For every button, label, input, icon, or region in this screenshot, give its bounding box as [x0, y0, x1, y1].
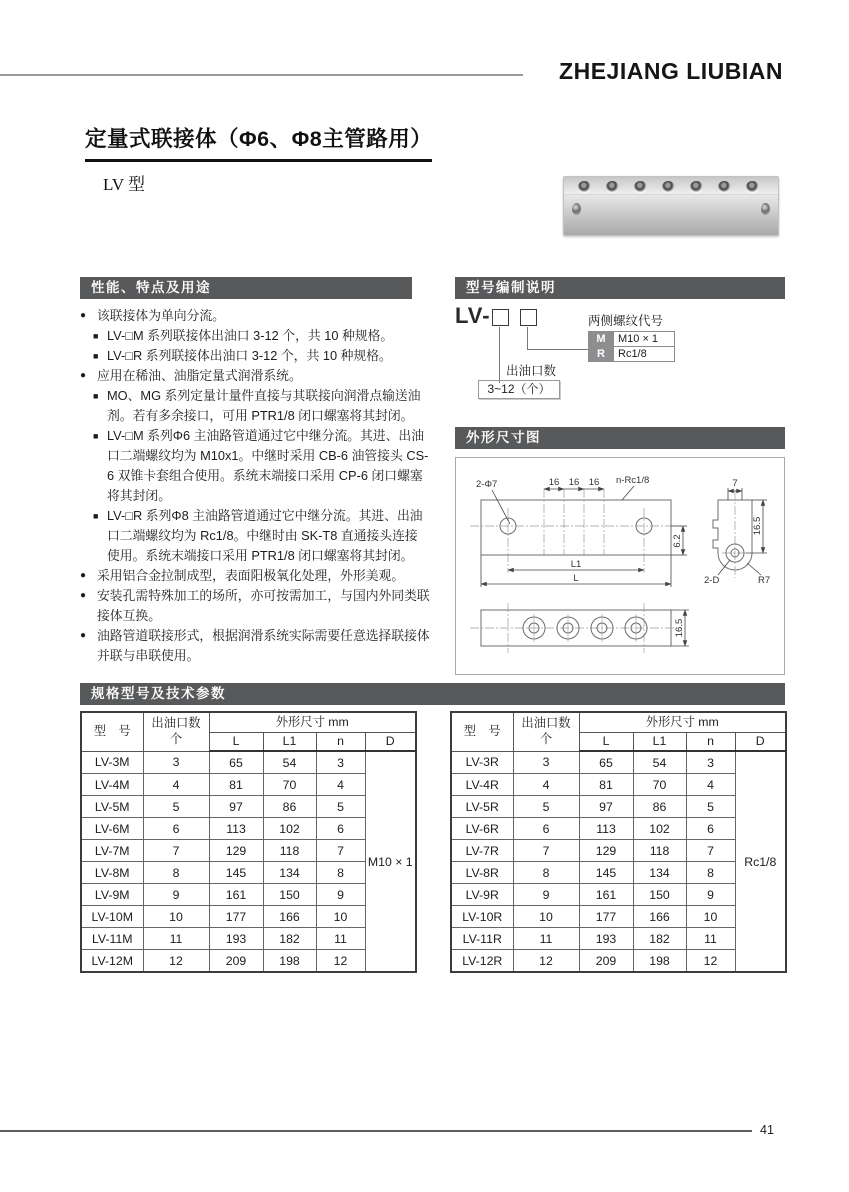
series-label: LV 型 — [103, 175, 146, 194]
cell-ports: 4 — [513, 774, 579, 796]
feature-subitem — [93, 346, 430, 366]
cell-l: 177 — [209, 906, 263, 928]
feature-text: 该联接体为单向分流。 — [97, 308, 225, 323]
thread-value: M10 × 1 — [614, 332, 675, 347]
square-bullet-icon: ■ — [93, 431, 99, 441]
cell-n: 5 — [686, 796, 735, 818]
cell-ports: 12 — [143, 950, 209, 973]
spec-table-r-series — [450, 711, 787, 973]
col-header-l1: L1 — [263, 733, 316, 752]
cell-model: LV-10R — [451, 906, 513, 928]
dim-pitch-2: 16 — [568, 477, 580, 488]
dot-bullet-icon: ● — [80, 590, 87, 601]
feature-subitem — [93, 386, 430, 426]
cell-l1: 166 — [633, 906, 686, 928]
cell-l1: 118 — [263, 840, 316, 862]
cell-l: 145 — [579, 862, 633, 884]
cell-ports: 7 — [143, 840, 209, 862]
connector-line — [527, 327, 528, 350]
cell-ports: 10 — [143, 906, 209, 928]
cell-model: LV-9R — [451, 884, 513, 906]
square-bullet-icon: ■ — [93, 511, 99, 521]
cell-ports: 12 — [513, 950, 579, 973]
cell-l: 97 — [209, 796, 263, 818]
dot-bullet-icon: ● — [80, 570, 87, 581]
col-header-model: 型 号 — [451, 712, 513, 751]
col-header-n: n — [686, 733, 735, 752]
cell-n: 3 — [316, 751, 365, 774]
cell-model: LV-7M — [81, 840, 143, 862]
ports-range-box: 3~12（个） — [478, 380, 560, 399]
page-number: 41 — [760, 1123, 774, 1137]
port-hole — [690, 181, 703, 192]
feature-text: LV-□M 系列Φ6 主油路管道通过它中继分流。其进、出油口二端螺纹均为 M10x1。中继时采用 CB-6 油管接头 CS-6 双锥卡套组合使用。系统末端接口采用 CP-6 闭口螺塞将其封闭。 — [107, 428, 429, 503]
cell-ports: 8 — [143, 862, 209, 884]
dimension-drawing — [455, 457, 785, 675]
cell-n: 8 — [316, 862, 365, 884]
cell-n: 10 — [686, 906, 735, 928]
cell-n: 12 — [316, 950, 365, 973]
feature-text: LV-□R 系列Φ8 主油路管道通过它中继分流。其进、出油口二端螺纹均为 Rc1/8。中继时由 SK-T8 直通接头连接使用。系统末端接口采用 PTR1/8 闭口螺塞将其封闭。 — [107, 508, 423, 563]
dot-bullet-icon: ● — [80, 370, 87, 381]
cell-l1: 198 — [633, 950, 686, 973]
cell-l1: 134 — [263, 862, 316, 884]
feature-item — [80, 366, 430, 386]
cell-model: LV-12R — [451, 950, 513, 973]
cell-l1: 182 — [263, 928, 316, 950]
dim-pitch-1: 16 — [548, 477, 560, 488]
dot-bullet-icon: ● — [80, 630, 87, 641]
cell-ports: 11 — [143, 928, 209, 950]
thread-value: Rc1/8 — [614, 347, 675, 362]
feature-subitem — [93, 426, 430, 506]
cell-ports: 10 — [513, 906, 579, 928]
table-row — [81, 751, 416, 774]
cell-model: LV-12M — [81, 950, 143, 973]
footer-rule — [0, 1130, 752, 1132]
feature-item — [80, 626, 430, 666]
cell-model: LV-6M — [81, 818, 143, 840]
cell-n: 5 — [316, 796, 365, 818]
cell-model: LV-6R — [451, 818, 513, 840]
cell-l: 209 — [209, 950, 263, 973]
port-hole — [718, 181, 731, 192]
cell-n: 10 — [316, 906, 365, 928]
cell-model: LV-5M — [81, 796, 143, 818]
port-hole — [578, 181, 591, 192]
cell-l: 161 — [579, 884, 633, 906]
cell-n: 11 — [316, 928, 365, 950]
feature-text: 采用铝合金拉制成型，表面阳极氧化处理，外形美观。 — [97, 568, 405, 583]
cell-ports: 9 — [513, 884, 579, 906]
cell-ports: 7 — [513, 840, 579, 862]
cell-l: 193 — [209, 928, 263, 950]
page-title: 定量式联接体（Φ6、Φ8主管路用） — [85, 122, 432, 162]
feature-subitem — [93, 326, 430, 346]
col-header-l: L — [579, 733, 633, 752]
cell-n: 3 — [686, 751, 735, 774]
cell-n: 12 — [686, 950, 735, 973]
cell-l: 129 — [579, 840, 633, 862]
cell-l1: 182 — [633, 928, 686, 950]
col-header-dims-group: 外形尺寸 mm — [579, 712, 786, 733]
section-header-specs: 规格型号及技术参数 — [80, 683, 785, 705]
table-row — [589, 347, 675, 362]
cell-l: 145 — [209, 862, 263, 884]
cell-model: LV-4R — [451, 774, 513, 796]
section-header-dimensions: 外形尺寸图 — [455, 427, 785, 449]
cell-model: LV-11R — [451, 928, 513, 950]
col-header-l1: L1 — [633, 733, 686, 752]
port-hole — [634, 181, 647, 192]
dim-thread-label: n-Rc1/8 — [616, 475, 650, 486]
thread-code-table — [588, 331, 675, 362]
cell-n: 9 — [316, 884, 365, 906]
connector-line — [527, 349, 588, 350]
table-row — [451, 751, 786, 774]
feature-item — [80, 306, 430, 326]
brand-name: ZHEJIANG LIUBIAN — [559, 58, 783, 84]
header-rule — [0, 74, 523, 76]
feature-text: 应用在稀油、油脂定量式润滑系统。 — [97, 368, 302, 383]
dim-offset: 6.2 — [672, 534, 683, 548]
cell-l: 65 — [209, 751, 263, 774]
col-header-d: D — [735, 733, 786, 752]
cell-ports: 9 — [143, 884, 209, 906]
cell-l1: 118 — [633, 840, 686, 862]
table-header-row — [81, 712, 416, 733]
cell-l1: 70 — [263, 774, 316, 796]
cell-l1: 150 — [263, 884, 316, 906]
col-header-dims-group: 外形尺寸 mm — [209, 712, 416, 733]
cell-ports: 3 — [143, 751, 209, 774]
cell-model: LV-3R — [451, 751, 513, 774]
thread-code: R — [589, 347, 614, 362]
cell-n: 11 — [686, 928, 735, 950]
cell-l: 97 — [579, 796, 633, 818]
col-header-l: L — [209, 733, 263, 752]
cell-l1: 198 — [263, 950, 316, 973]
cell-l1: 102 — [633, 818, 686, 840]
cell-l1: 54 — [633, 751, 686, 774]
cell-ports: 5 — [513, 796, 579, 818]
port-hole — [746, 181, 759, 192]
cell-ports: 6 — [513, 818, 579, 840]
model-digit-box-thread — [520, 309, 537, 326]
mount-hole — [761, 203, 770, 215]
connector-line — [499, 327, 500, 383]
cell-ports: 5 — [143, 796, 209, 818]
feature-subitem — [93, 506, 430, 566]
table-header-row — [451, 712, 786, 733]
cell-l: 161 — [209, 884, 263, 906]
product-photo — [563, 176, 779, 236]
ports-count-label: 出油口数 — [506, 364, 557, 378]
cell-model: LV-4M — [81, 774, 143, 796]
cell-n: 6 — [686, 818, 735, 840]
cell-l1: 102 — [263, 818, 316, 840]
model-digit-box-ports — [492, 309, 509, 326]
features-list — [80, 306, 430, 666]
cell-ports: 6 — [143, 818, 209, 840]
cell-d-merged: Rc1/8 — [735, 751, 786, 972]
cell-l1: 166 — [263, 906, 316, 928]
table-row — [589, 332, 675, 347]
cell-l1: 86 — [263, 796, 316, 818]
feature-text: LV-□R 系列联接体出油口 3-12 个，共 10 种规格。 — [107, 348, 392, 363]
dim-body-height: 16.5 — [674, 618, 685, 638]
col-header-n: n — [316, 733, 365, 752]
port-hole — [606, 181, 619, 192]
thread-code: M — [589, 332, 614, 347]
dim-l: L — [573, 573, 579, 584]
feature-item — [80, 566, 430, 586]
cell-ports: 3 — [513, 751, 579, 774]
cell-model: LV-10M — [81, 906, 143, 928]
cell-model: LV-8M — [81, 862, 143, 884]
cell-n: 7 — [316, 840, 365, 862]
feature-text: LV-□M 系列联接体出油口 3-12 个，共 10 种规格。 — [107, 328, 394, 343]
cell-n: 7 — [686, 840, 735, 862]
cell-l1: 86 — [633, 796, 686, 818]
feature-text: 安装孔需特殊加工的场所，亦可按需加工，与国内外同类联接体互换。 — [97, 588, 430, 623]
dim-side-height: 16.5 — [752, 516, 763, 536]
cell-l: 113 — [209, 818, 263, 840]
mount-hole — [572, 203, 581, 215]
cell-model: LV-11M — [81, 928, 143, 950]
dim-side-hole-label: 2-D — [704, 575, 720, 586]
cell-l1: 150 — [633, 884, 686, 906]
cell-l1: 54 — [263, 751, 316, 774]
square-bullet-icon: ■ — [93, 391, 99, 401]
model-prefix: LV- — [455, 303, 491, 328]
dim-pitch-3: 16 — [588, 477, 600, 488]
col-header-model: 型 号 — [81, 712, 143, 751]
cell-l: 129 — [209, 840, 263, 862]
cell-ports: 11 — [513, 928, 579, 950]
cell-n: 4 — [686, 774, 735, 796]
section-header-features: 性能、特点及用途 — [80, 277, 412, 299]
cell-l1: 70 — [633, 774, 686, 796]
cell-ports: 4 — [143, 774, 209, 796]
cell-l: 193 — [579, 928, 633, 950]
section-header-model-designation: 型号编制说明 — [455, 277, 785, 299]
dot-bullet-icon: ● — [80, 310, 87, 321]
cell-model: LV-8R — [451, 862, 513, 884]
square-bullet-icon: ■ — [93, 331, 99, 341]
feature-text: MO、MG 系列定量计量件直接与其联接向润滑点输送油剂。若有多余接口，可用 PTR1/8 闭口螺塞将其封闭。 — [107, 388, 421, 423]
cell-l: 81 — [209, 774, 263, 796]
col-header-ports: 出油口数 个 — [143, 712, 209, 751]
port-hole — [662, 181, 675, 192]
col-header-ports: 出油口数 个 — [513, 712, 579, 751]
cell-l: 113 — [579, 818, 633, 840]
cell-ports: 8 — [513, 862, 579, 884]
cell-model: LV-7R — [451, 840, 513, 862]
cell-model: LV-3M — [81, 751, 143, 774]
cell-l: 65 — [579, 751, 633, 774]
cell-l: 81 — [579, 774, 633, 796]
thread-code-label: 两侧螺纹代号 — [588, 314, 664, 328]
cell-l: 209 — [579, 950, 633, 973]
cell-l1: 134 — [633, 862, 686, 884]
square-bullet-icon: ■ — [93, 351, 99, 361]
cell-n: 4 — [316, 774, 365, 796]
feature-text: 油路管道联接形式，根据润滑系统实际需要任意选择联接体并联与串联使用。 — [97, 628, 430, 663]
cell-d-merged: M10 × 1 — [365, 751, 416, 972]
dim-side-width: 7 — [732, 478, 738, 489]
cell-model: LV-5R — [451, 796, 513, 818]
feature-item — [80, 586, 430, 626]
dim-l1: L1 — [570, 559, 582, 570]
dimension-drawing-svg — [456, 458, 784, 674]
cell-model: LV-9M — [81, 884, 143, 906]
spec-table-m-series — [80, 711, 417, 973]
dim-mount-hole-label: 2-Φ7 — [476, 479, 498, 490]
col-header-d: D — [365, 733, 416, 752]
cell-l: 177 — [579, 906, 633, 928]
cell-n: 6 — [316, 818, 365, 840]
dim-side-radius-label: R7 — [758, 575, 771, 586]
cell-n: 9 — [686, 884, 735, 906]
cell-n: 8 — [686, 862, 735, 884]
